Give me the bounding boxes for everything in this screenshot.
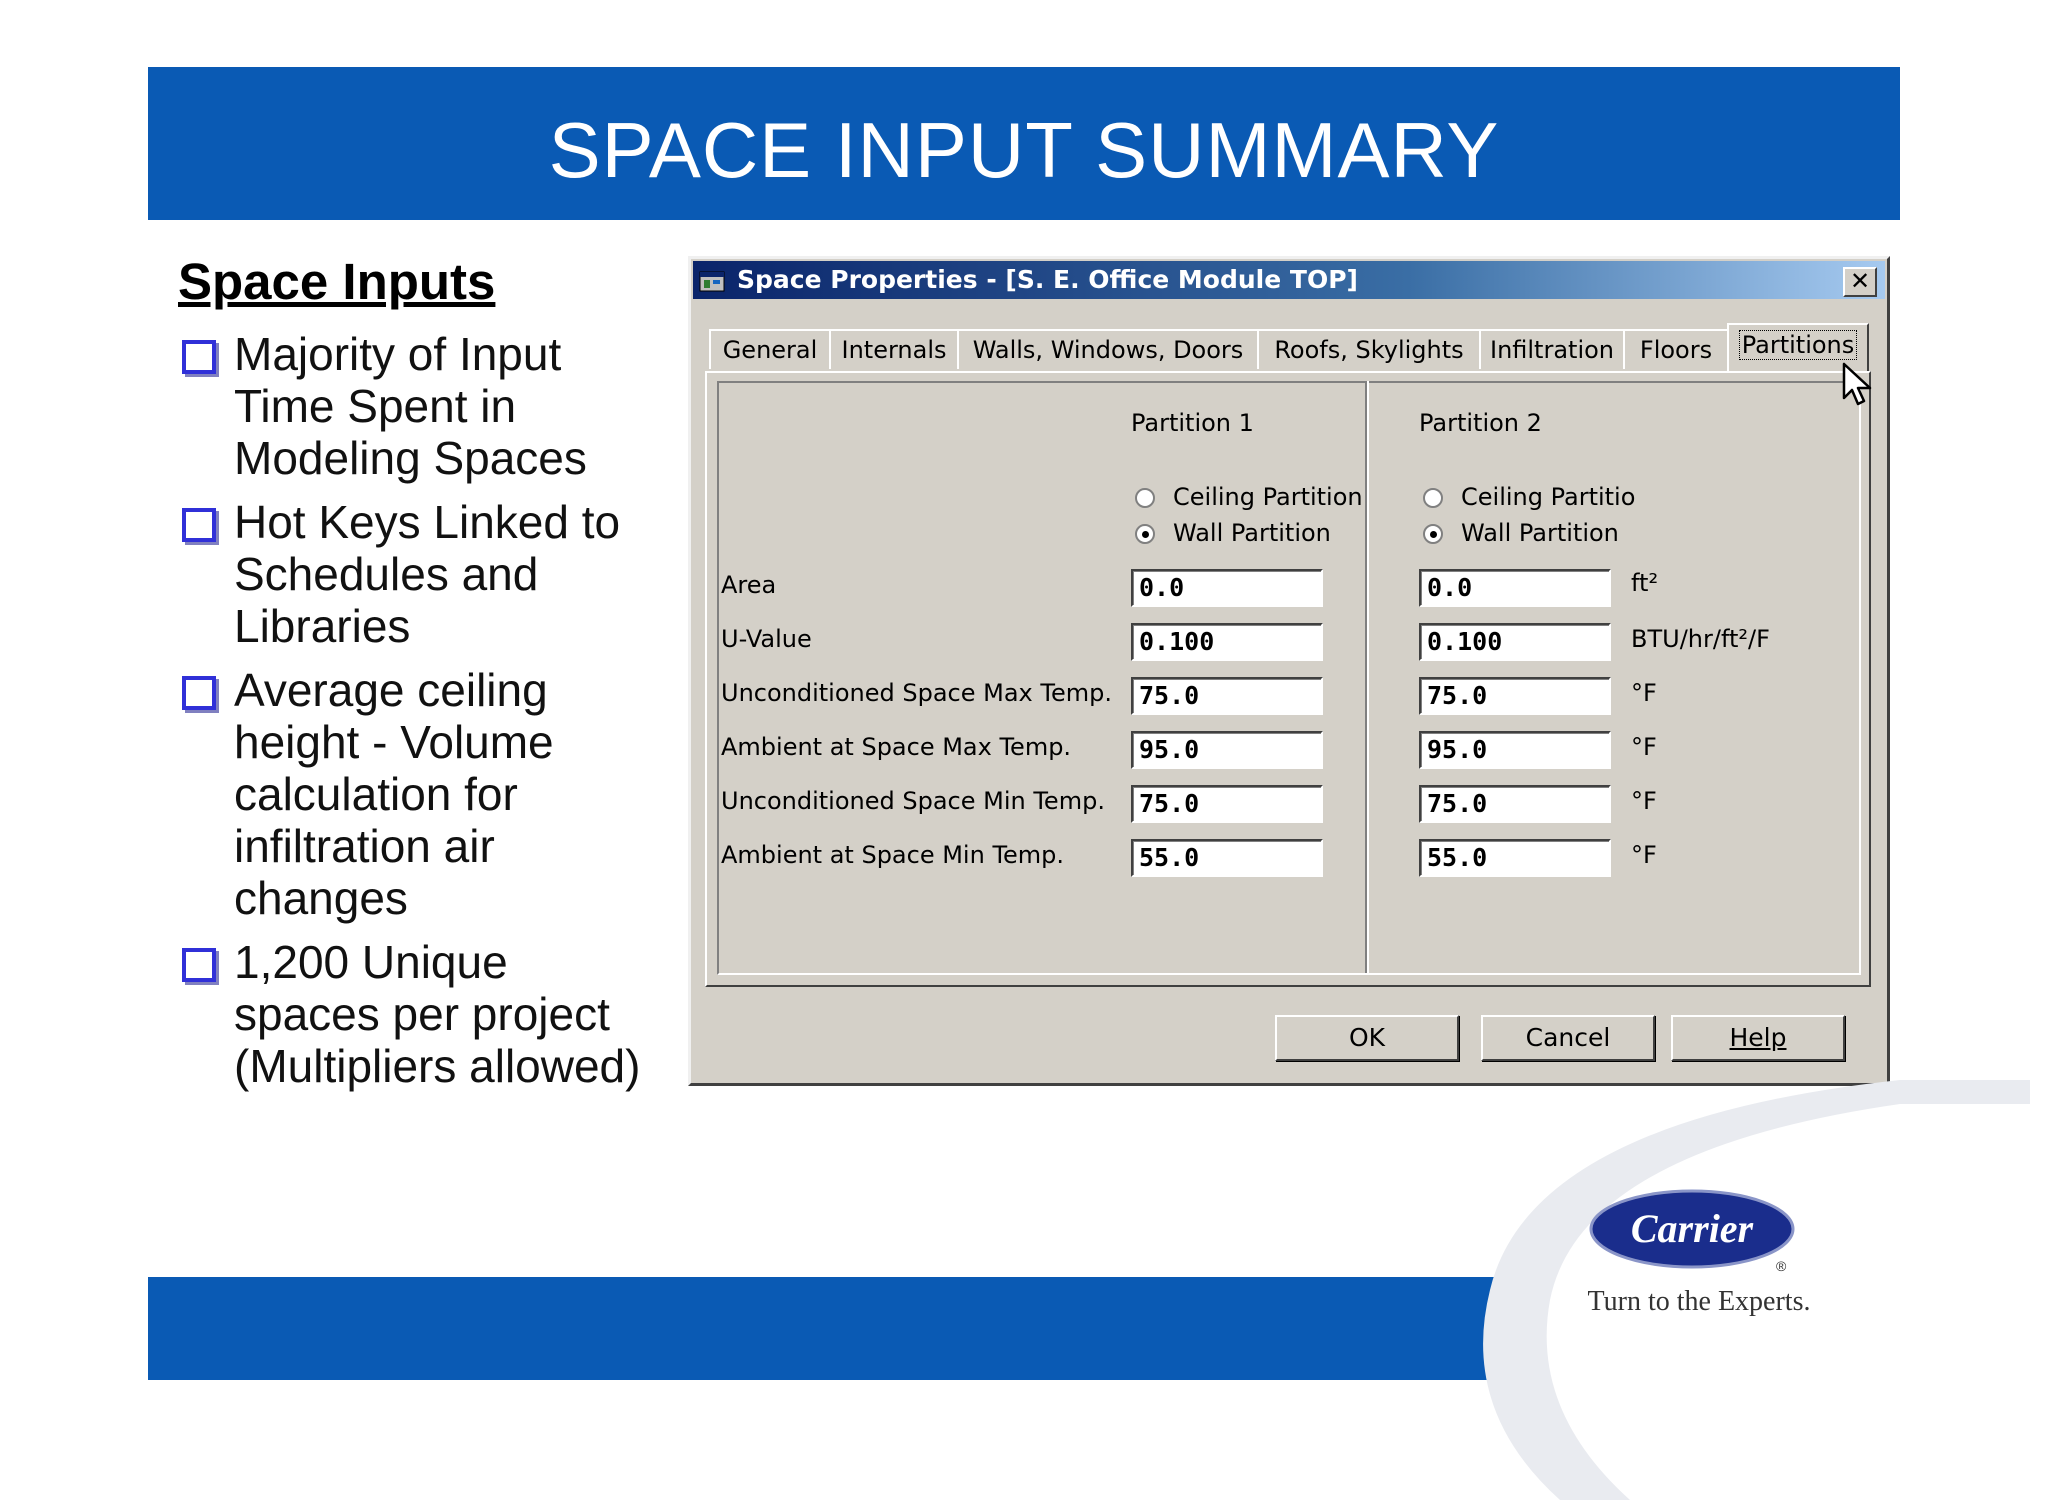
- ambient-max-temp-label: Ambient at Space Max Temp.: [721, 733, 1072, 761]
- tab-label: General: [722, 336, 818, 364]
- tab-label: Floors: [1639, 336, 1713, 364]
- bullet-line: Time Spent in: [234, 380, 517, 432]
- dialog-title: Space Properties - [S. E. Office Module TOP]: [737, 265, 1358, 294]
- partition2-ceiling-label[interactable]: Ceiling Partitio: [1461, 483, 1636, 511]
- bullet-line: calculation for: [234, 768, 518, 820]
- checkbox-bullet-icon: [182, 340, 216, 374]
- bullet-line: 1,200 Unique: [234, 936, 508, 988]
- bullet-line: Libraries: [234, 600, 411, 652]
- partition1-ambient-max-input[interactable]: 95.0: [1131, 731, 1323, 769]
- partition2-ambient-min-input[interactable]: 55.0: [1419, 839, 1611, 877]
- tagline: Turn to the Experts.: [1587, 1286, 1811, 1317]
- bullet-line: infiltration air: [234, 820, 495, 872]
- tab-infiltration[interactable]: [1479, 329, 1625, 369]
- tab-label: Walls, Windows, Doors: [972, 336, 1244, 364]
- title-banner: [148, 67, 1900, 220]
- ambient-min-unit: °F: [1631, 841, 1657, 869]
- bullet-item: [178, 496, 678, 652]
- area-unit: ft²: [1631, 569, 1659, 597]
- bullet-line: (Multipliers allowed): [234, 1040, 641, 1092]
- partition1-ambient-min-input[interactable]: 55.0: [1131, 839, 1323, 877]
- mouse-pointer-icon: [1842, 362, 1876, 408]
- bullet-line: spaces per project: [234, 988, 610, 1040]
- partition2-header: Partition 2: [1419, 409, 1542, 437]
- ambient-min-temp-label: Ambient at Space Min Temp.: [721, 841, 1065, 869]
- app-window-icon: [699, 269, 727, 293]
- bullet-line: changes: [234, 872, 408, 924]
- partition2-area-input[interactable]: 0.0: [1419, 569, 1611, 607]
- close-button[interactable]: [1843, 267, 1877, 297]
- bullet-line: Schedules and: [234, 548, 539, 600]
- partition1-uncond-max-input[interactable]: 75.0: [1131, 677, 1323, 715]
- bullet-list: [178, 328, 678, 1092]
- bullet-line: Hot Keys Linked to: [234, 496, 621, 548]
- carrier-logo-mark: [1588, 1188, 1796, 1270]
- tab-floors[interactable]: [1623, 329, 1729, 369]
- tab-internals[interactable]: [829, 329, 959, 369]
- brand-name: Carrier: [1630, 1206, 1754, 1251]
- partition1-wall-radio[interactable]: [1135, 524, 1155, 544]
- partition2-uncond-max-input[interactable]: 75.0: [1419, 677, 1611, 715]
- partition1-area-input[interactable]: 0.0: [1131, 569, 1323, 607]
- area-label: Area: [721, 571, 777, 599]
- partition1-ceiling-radio[interactable]: [1135, 488, 1155, 508]
- slide-title: SPACE INPUT SUMMARY: [548, 106, 1500, 194]
- u-value-label: U-Value: [721, 625, 812, 653]
- uncond-min-temp-label: Unconditioned Space Min Temp.: [721, 787, 1105, 815]
- uncond-max-unit: °F: [1631, 679, 1657, 707]
- u-value-unit: BTU/hr/ft²/F: [1631, 625, 1770, 653]
- tab-general[interactable]: [709, 329, 831, 369]
- bullet-item: [178, 936, 678, 1092]
- partition1-wall-label[interactable]: Wall Partition: [1173, 519, 1331, 547]
- checkbox-bullet-icon: [182, 508, 216, 542]
- tab-label: Roofs, Skylights: [1274, 336, 1464, 364]
- partition1-u-value-input[interactable]: 0.100: [1131, 623, 1323, 661]
- partition2-uncond-min-input[interactable]: 75.0: [1419, 785, 1611, 823]
- tab-label: Infiltration: [1489, 336, 1615, 364]
- partition1-ceiling-label[interactable]: Ceiling Partition: [1173, 483, 1363, 511]
- help-button[interactable]: Help: [1671, 1015, 1845, 1061]
- bullet-line: Majority of Input: [234, 328, 562, 380]
- cancel-button[interactable]: Cancel: [1481, 1015, 1655, 1061]
- partition2-ceiling-radio[interactable]: [1423, 488, 1443, 508]
- uncond-max-temp-label: Unconditioned Space Max Temp.: [721, 679, 1112, 707]
- tab-roofs-skylights[interactable]: [1257, 329, 1481, 369]
- close-icon: ✕: [1849, 267, 1871, 295]
- ok-button[interactable]: OK: [1275, 1015, 1459, 1061]
- partition2-ambient-max-input[interactable]: 95.0: [1419, 731, 1611, 769]
- partition2-wall-label[interactable]: Wall Partition: [1461, 519, 1619, 547]
- checkbox-bullet-icon: [182, 676, 216, 710]
- bullet-line: height - Volume: [234, 716, 554, 768]
- registered-mark: ®: [1776, 1258, 1787, 1274]
- bullet-item: [178, 664, 678, 924]
- tab-walls-windows-doors[interactable]: [957, 329, 1259, 369]
- bullet-item: [178, 328, 678, 484]
- checkbox-bullet-icon: [182, 948, 216, 982]
- partition1-header: Partition 1: [1131, 409, 1254, 437]
- column-divider: [1365, 381, 1369, 973]
- partition2-wall-radio[interactable]: [1423, 524, 1443, 544]
- space-inputs-panel: [178, 252, 678, 1104]
- space-properties-dialog: [688, 256, 1890, 1086]
- tab-label: Partitions: [1741, 331, 1855, 359]
- bullet-line: Average ceiling: [234, 664, 548, 716]
- section-heading: Space Inputs: [178, 253, 496, 310]
- uncond-min-unit: °F: [1631, 787, 1657, 815]
- dialog-titlebar[interactable]: [693, 261, 1885, 299]
- carrier-logo: [1560, 1188, 1830, 1328]
- ambient-max-unit: °F: [1631, 733, 1657, 761]
- tab-label: Internals: [841, 336, 947, 364]
- partitions-tab-panel: [705, 371, 1871, 987]
- partition2-u-value-input[interactable]: 0.100: [1419, 623, 1611, 661]
- partition1-uncond-min-input[interactable]: 75.0: [1131, 785, 1323, 823]
- bullet-line: Modeling Spaces: [234, 432, 587, 484]
